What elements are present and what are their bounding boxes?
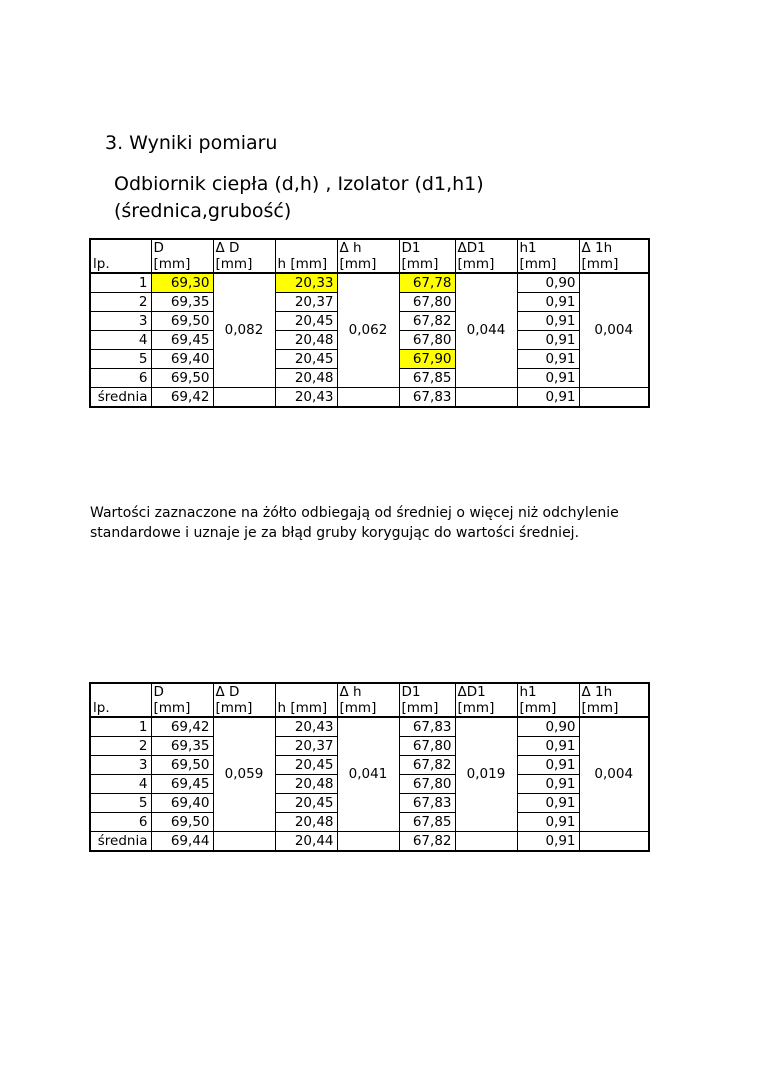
header-delta-h1: Δ 1h [mm] <box>579 239 649 273</box>
cell-mean-d: 69,44 <box>151 832 213 852</box>
note-line-1: Wartości zaznaczone na żółto odbiegają od średniej o więcej niż odchylenie <box>90 505 619 521</box>
header-h: h [mm] <box>275 683 337 717</box>
header-delta-h: Δ h [mm] <box>337 239 399 273</box>
table-mean-row <box>90 832 649 852</box>
cell-lp: 3 <box>90 312 151 331</box>
cell-h1: 0,90 <box>517 717 579 737</box>
cell-delta-d: 0,082 <box>213 273 275 388</box>
cell-h: 20,45 <box>275 794 337 813</box>
header-delta-h: Δ h [mm] <box>337 683 399 717</box>
cell-mean-label: średnia <box>90 388 151 408</box>
header-delta-d1: ΔD1 [mm] <box>455 239 517 273</box>
cell-d: 69,45 <box>151 775 213 794</box>
cell-d: 69,35 <box>151 737 213 756</box>
cell-empty <box>337 388 399 408</box>
header-d: D [mm] <box>151 239 213 273</box>
cell-d1: 67,85 <box>399 369 455 388</box>
cell-mean-d1: 67,82 <box>399 832 455 852</box>
cell-empty <box>579 388 649 408</box>
cell-d1: 67,83 <box>399 794 455 813</box>
cell-empty <box>455 832 517 852</box>
header-h1: h1 [mm] <box>517 239 579 273</box>
header-lp: lp. <box>90 683 151 717</box>
cell-mean-h1: 0,91 <box>517 388 579 408</box>
header-d1: D1 [mm] <box>399 239 455 273</box>
table-row <box>90 717 649 737</box>
cell-d-highlighted: 69,30 <box>151 273 213 293</box>
cell-d1: 67,80 <box>399 293 455 312</box>
cell-d1: 67,80 <box>399 775 455 794</box>
cell-h1: 0,91 <box>517 756 579 775</box>
cell-mean-label: średnia <box>90 832 151 852</box>
cell-lp: 6 <box>90 369 151 388</box>
cell-h: 20,37 <box>275 293 337 312</box>
cell-d1-highlighted: 67,90 <box>399 350 455 369</box>
header-d1: D1 [mm] <box>399 683 455 717</box>
cell-d: 69,40 <box>151 794 213 813</box>
cell-d: 69,50 <box>151 813 213 832</box>
cell-h1: 0,90 <box>517 273 579 293</box>
cell-d1: 67,82 <box>399 312 455 331</box>
cell-h: 20,43 <box>275 717 337 737</box>
cell-lp: 4 <box>90 331 151 350</box>
cell-h-highlighted: 20,33 <box>275 273 337 293</box>
cell-h: 20,45 <box>275 756 337 775</box>
cell-d: 69,40 <box>151 350 213 369</box>
cell-h1: 0,91 <box>517 350 579 369</box>
cell-h: 20,48 <box>275 775 337 794</box>
cell-h: 20,48 <box>275 813 337 832</box>
note-paragraph <box>90 503 690 543</box>
cell-empty <box>337 832 399 852</box>
cell-d1: 67,80 <box>399 331 455 350</box>
cell-lp: 2 <box>90 737 151 756</box>
cell-mean-h: 20,44 <box>275 832 337 852</box>
note-line-2: standardowe i uznaje je za błąd gruby korygując do wartości średniej. <box>90 525 580 541</box>
table-header-row <box>90 683 649 717</box>
cell-h1: 0,91 <box>517 813 579 832</box>
cell-empty <box>213 388 275 408</box>
cell-lp: 4 <box>90 775 151 794</box>
cell-lp: 1 <box>90 273 151 293</box>
cell-lp: 2 <box>90 293 151 312</box>
cell-d1-highlighted: 67,78 <box>399 273 455 293</box>
cell-lp: 5 <box>90 794 151 813</box>
cell-empty <box>455 388 517 408</box>
table-row <box>90 273 649 293</box>
header-delta-d1: ΔD1 [mm] <box>455 683 517 717</box>
cell-empty <box>213 832 275 852</box>
cell-delta-h: 0,041 <box>337 717 399 832</box>
header-h1: h1 [mm] <box>517 683 579 717</box>
cell-mean-h: 20,43 <box>275 388 337 408</box>
cell-h: 20,48 <box>275 331 337 350</box>
subheading-line-2: (średnica,grubość) <box>114 200 292 222</box>
header-h: h [mm] <box>275 239 337 273</box>
cell-mean-h1: 0,91 <box>517 832 579 852</box>
cell-h: 20,45 <box>275 350 337 369</box>
cell-h1: 0,91 <box>517 312 579 331</box>
cell-d1: 67,85 <box>399 813 455 832</box>
cell-delta-h1: 0,004 <box>579 273 649 388</box>
cell-lp: 3 <box>90 756 151 775</box>
cell-d1: 67,83 <box>399 717 455 737</box>
cell-h1: 0,91 <box>517 293 579 312</box>
cell-delta-d1: 0,019 <box>455 717 517 832</box>
cell-d1: 67,80 <box>399 737 455 756</box>
subheading <box>114 171 484 225</box>
cell-d: 69,50 <box>151 369 213 388</box>
cell-h: 20,37 <box>275 737 337 756</box>
cell-h1: 0,91 <box>517 737 579 756</box>
cell-h: 20,45 <box>275 312 337 331</box>
cell-h1: 0,91 <box>517 775 579 794</box>
cell-lp: 6 <box>90 813 151 832</box>
cell-mean-d: 69,42 <box>151 388 213 408</box>
cell-h: 20,48 <box>275 369 337 388</box>
cell-lp: 1 <box>90 717 151 737</box>
cell-delta-h: 0,062 <box>337 273 399 388</box>
cell-d: 69,45 <box>151 331 213 350</box>
cell-delta-h1: 0,004 <box>579 717 649 832</box>
cell-d: 69,50 <box>151 312 213 331</box>
cell-delta-d: 0,059 <box>213 717 275 832</box>
measurement-table-raw <box>89 238 650 408</box>
cell-delta-d1: 0,044 <box>455 273 517 388</box>
header-delta-h1: Δ 1h [mm] <box>579 683 649 717</box>
cell-d: 69,42 <box>151 717 213 737</box>
cell-empty <box>579 832 649 852</box>
cell-d1: 67,82 <box>399 756 455 775</box>
cell-d: 69,50 <box>151 756 213 775</box>
measurement-table-corrected <box>89 682 650 852</box>
header-delta-d: Δ D [mm] <box>213 683 275 717</box>
table-header-row <box>90 239 649 273</box>
section-heading: 3. Wyniki pomiaru <box>105 132 278 154</box>
cell-mean-d1: 67,83 <box>399 388 455 408</box>
header-delta-d: Δ D [mm] <box>213 239 275 273</box>
cell-h1: 0,91 <box>517 331 579 350</box>
cell-d: 69,35 <box>151 293 213 312</box>
subheading-line-1: Odbiornik ciepła (d,h) , Izolator (d1,h1) <box>114 173 484 195</box>
header-d: D [mm] <box>151 683 213 717</box>
header-lp: lp. <box>90 239 151 273</box>
cell-h1: 0,91 <box>517 794 579 813</box>
cell-lp: 5 <box>90 350 151 369</box>
cell-h1: 0,91 <box>517 369 579 388</box>
table-mean-row <box>90 388 649 408</box>
